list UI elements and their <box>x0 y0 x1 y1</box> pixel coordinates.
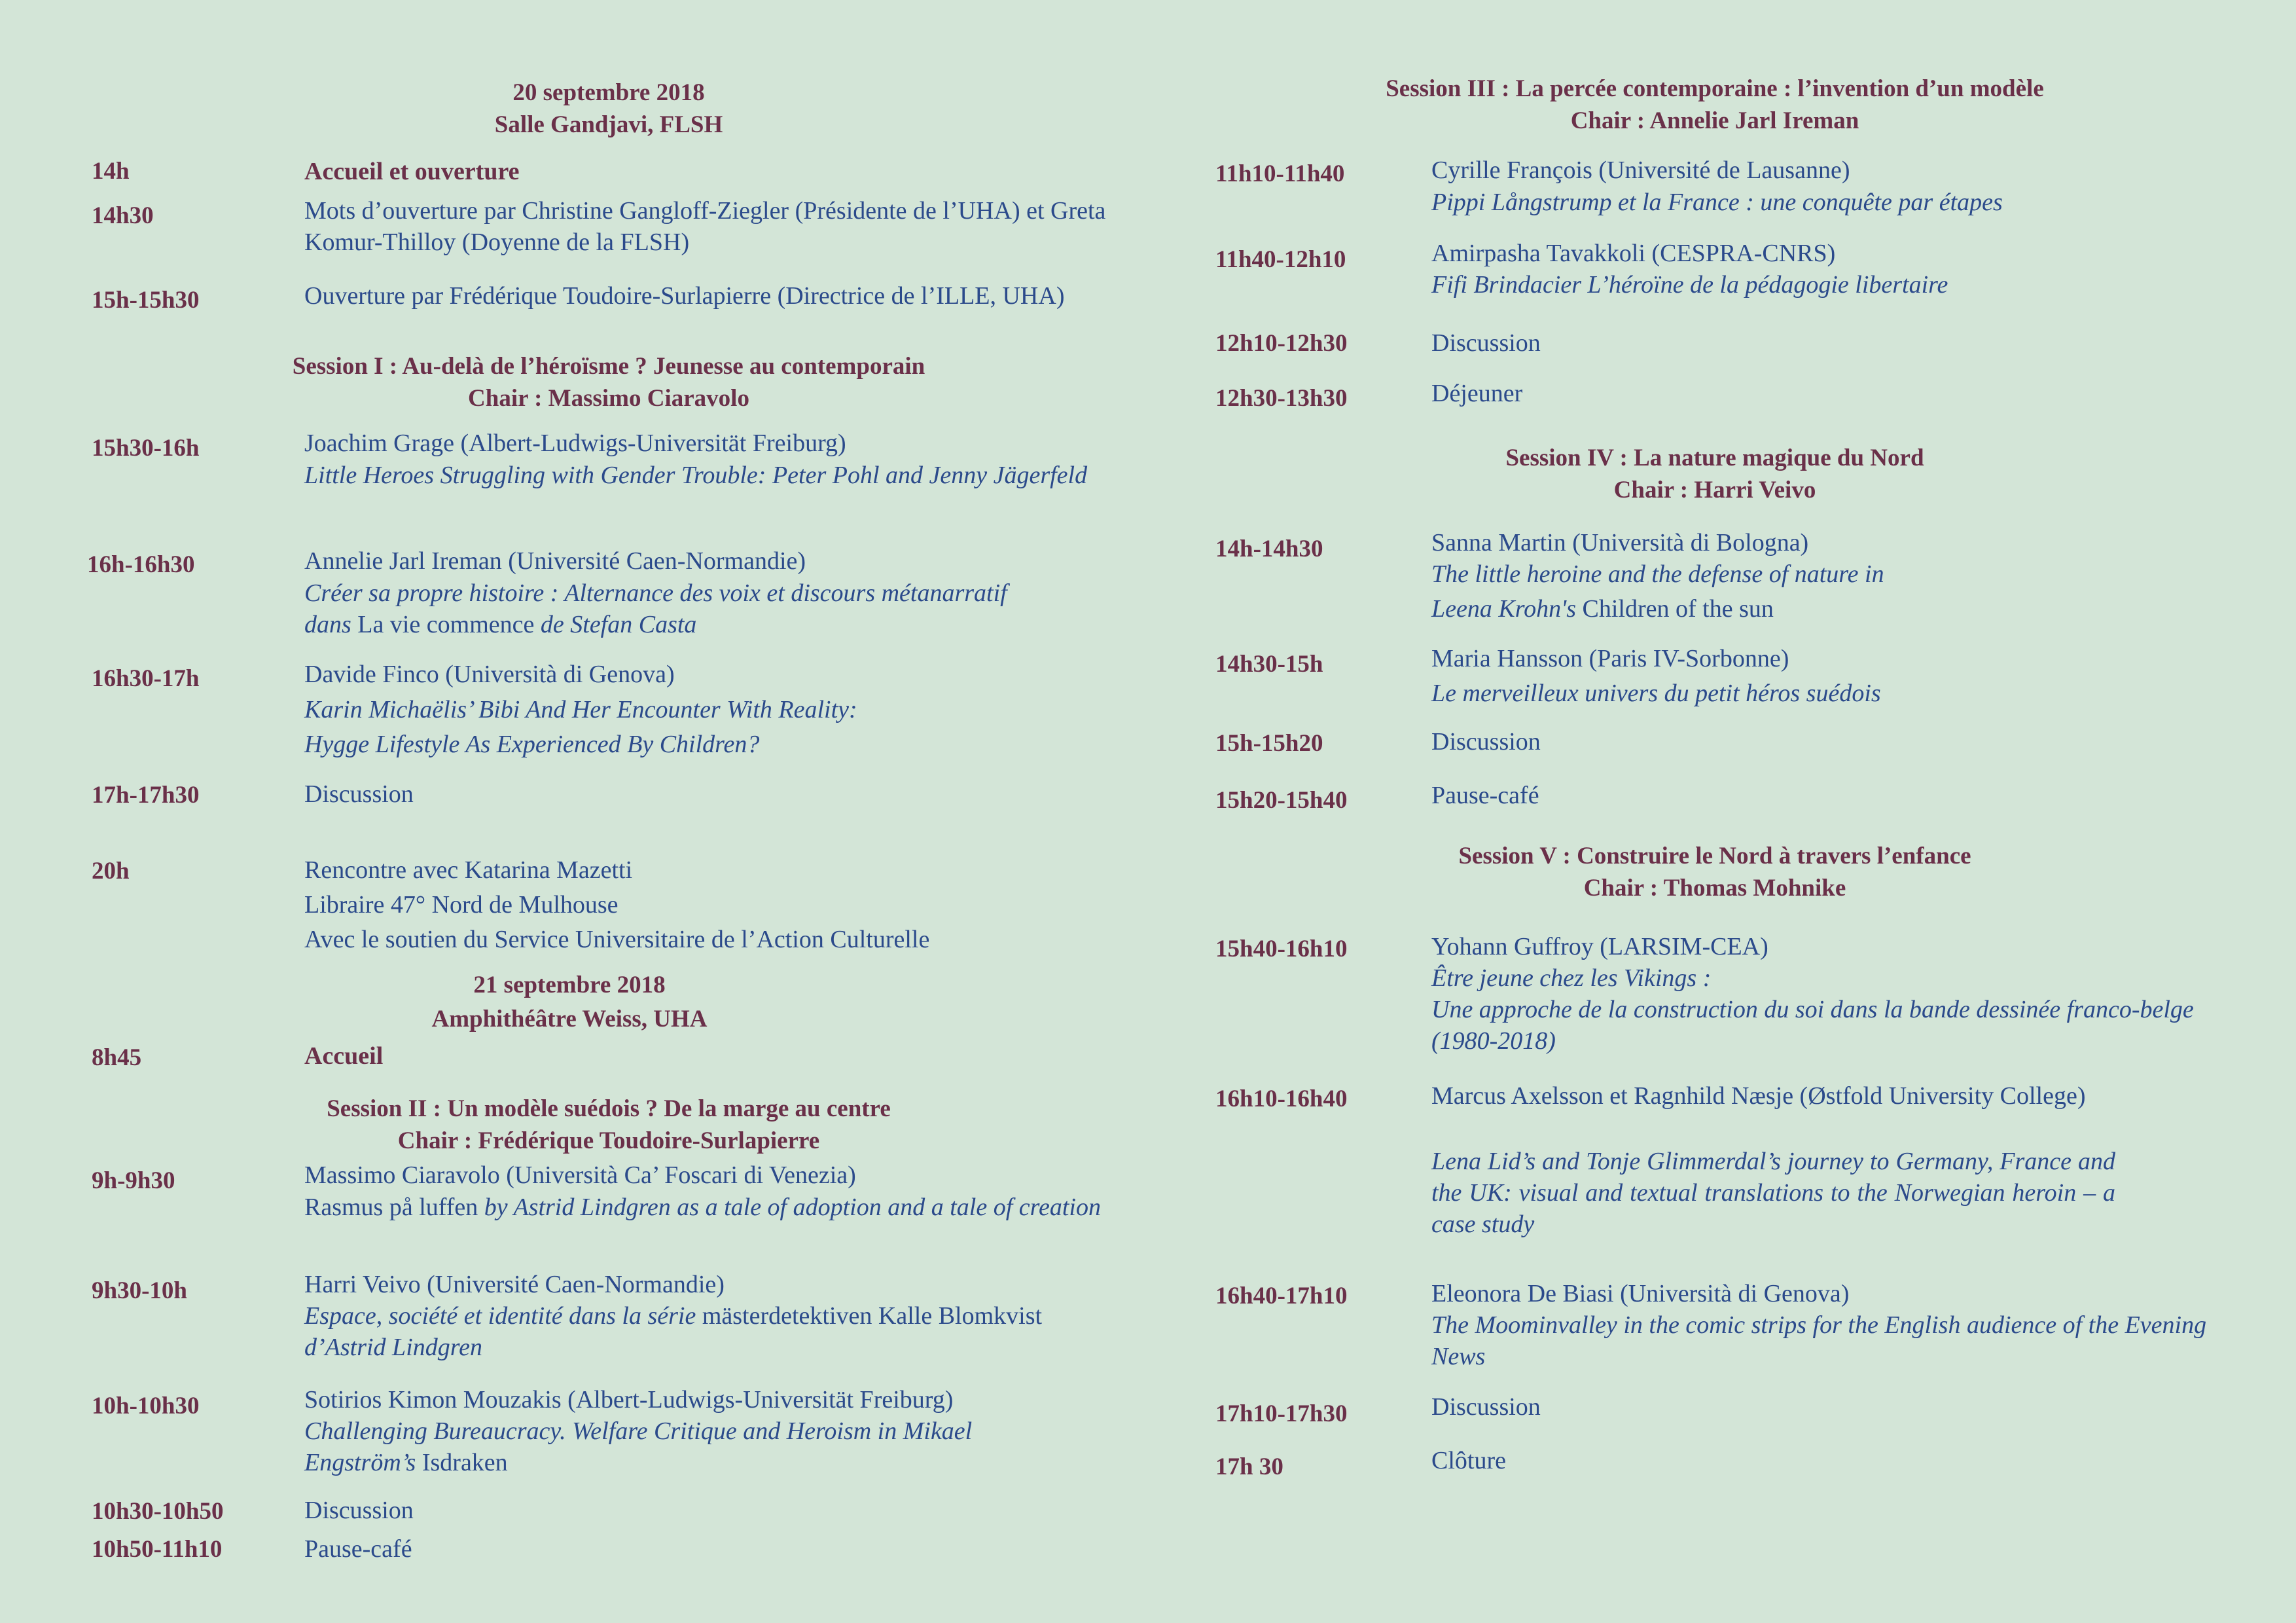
talk-veivo-line2: d’Astrid Lindgren <box>304 1334 482 1361</box>
session5-chair: Chair : Thomas Mohnike <box>1583 875 1846 902</box>
session3-title: Session III : La percée contemporaine : l’invention d’un modèle <box>1386 75 2044 102</box>
talk-mouzakis <box>304 1415 1057 1478</box>
speaker-axelsson-naesje: Marcus Axelsson et Ragnhild Næsje (Østfold University College) <box>1431 1082 2086 1110</box>
talk-jarl-ireman-line1: Créer sa propre histoire : Alternance des voix et discours métanarratif <box>304 579 1007 607</box>
discussion-s5: Discussion <box>1431 1393 1541 1421</box>
discussion-s1: Discussion <box>304 780 414 808</box>
time-17h10-17h30: 17h10-17h30 <box>1215 1400 1348 1427</box>
talk-tavakkoli: Fifi Brindacier L’héroïne de la pédagogie libertaire <box>1431 271 1948 299</box>
book-title: La vie commence <box>351 611 541 638</box>
evening-line3: Avec le soutien du Service Universitaire de l’Action Culturelle <box>304 926 930 953</box>
speaker-francois: Cyrille François (Université de Lausanne) <box>1431 156 1850 184</box>
speaker-jarl-ireman: Annelie Jarl Ireman (Université Caen-Normandie) <box>304 547 806 575</box>
time-16h-16h30: 16h-16h30 <box>87 551 195 578</box>
talk-part: de Stefan Casta <box>540 611 697 638</box>
discussion-s4: Discussion <box>1431 728 1541 756</box>
speaker-veivo: Harri Veivo (Université Caen-Normandie) <box>304 1271 725 1298</box>
book-title: Children of the sun <box>1576 595 1774 623</box>
time-15h30-16h: 15h30-16h <box>92 435 200 462</box>
time-16h40-17h10: 16h40-17h10 <box>1215 1283 1348 1309</box>
talk-finco-line2: Hygge Lifestyle As Experienced By Children? <box>304 731 760 758</box>
time-16h10-16h40: 16h10-16h40 <box>1215 1085 1348 1112</box>
time-8h45: 8h45 <box>92 1044 142 1071</box>
talk-part: by Astrid Lindgren as a tale of adoption and a tale of creation <box>478 1194 1101 1221</box>
talk-guffroy-line2: Une approche de la construction du soi dans la bande dessinée franco-belge (1980-2018) <box>1431 996 2194 1055</box>
talk-part: Leena Krohn's <box>1431 595 1577 623</box>
time-10h50-11h10: 10h50-11h10 <box>92 1536 223 1563</box>
session1-title: Session I : Au-delà de l’héroïsme ? Jeunesse au contemporain <box>292 353 925 380</box>
day2-date: 21 septembre 2018 <box>473 972 666 998</box>
welcome-day2: Accueil <box>304 1042 384 1070</box>
book-title: Rasmus på luffen <box>304 1194 478 1221</box>
session3-chair: Chair : Annelie Jarl Ireman <box>1570 107 1859 134</box>
time-10h30-10h50: 10h30-10h50 <box>92 1498 224 1525</box>
time-20h: 20h <box>92 858 130 884</box>
talk-de-biasi: The Moominvalley in the comic strips for the English audience of the Evening News <box>1431 1311 2207 1370</box>
time-10h-10h30: 10h-10h30 <box>92 1393 200 1419</box>
time-15h-15h20: 15h-15h20 <box>1215 730 1323 757</box>
speaker-martin: Sanna Martin (Università di Bologna) <box>1431 529 1809 556</box>
session1-chair: Chair : Massimo Ciaravolo <box>468 385 749 412</box>
speaker-grage: Joachim Grage (Albert-Ludwigs-Universität Freiburg) <box>304 429 846 457</box>
time-17h30: 17h 30 <box>1215 1453 1283 1480</box>
talk-part: dans <box>304 611 351 638</box>
time-12h30-13h30: 12h30-13h30 <box>1215 385 1348 412</box>
day1-date: 20 septembre 2018 <box>512 79 705 106</box>
speaker-mouzakis: Sotirios Kimon Mouzakis (Albert-Ludwigs-Universität Freiburg) <box>304 1386 954 1413</box>
evening-line1: Rencontre avec Katarina Mazetti <box>304 856 633 884</box>
session4-chair: Chair : Harri Veivo <box>1613 477 1816 503</box>
coffee-break-s4: Pause-café <box>1431 782 1539 809</box>
book-title: mästerdetektiven Kalle Blomkvist <box>696 1302 1043 1330</box>
coffee-break-s2: Pause-café <box>304 1535 412 1563</box>
discussion-s3: Discussion <box>1431 329 1541 357</box>
speaker-ciaravolo: Massimo Ciaravolo (Università Ca’ Foscari di Venezia) <box>304 1161 856 1189</box>
time-9h-9h30: 9h-9h30 <box>92 1167 175 1194</box>
discussion-s2: Discussion <box>304 1497 414 1524</box>
talk-guffroy-line1: Être jeune chez les Vikings : <box>1431 964 1712 992</box>
speaker-tavakkoli: Amirpasha Tavakkoli (CESPRA-CNRS) <box>1431 240 1836 267</box>
speaker-hansson: Maria Hansson (Paris IV-Sorbonne) <box>1431 645 1789 672</box>
lunch: Déjeuner <box>1431 380 1523 407</box>
talk-jarl-ireman-line2 <box>304 609 696 640</box>
talk-grage: Little Heroes Struggling with Gender Trouble: Peter Pohl and Jenny Jägerfeld <box>304 462 1088 489</box>
evening-line2: Libraire 47° Nord de Mulhouse <box>304 891 619 919</box>
session2-title: Session II : Un modèle suédois ? De la marge au centre <box>327 1095 891 1122</box>
time-14h30-15h: 14h30-15h <box>1215 651 1323 678</box>
time-12h10-12h30: 12h10-12h30 <box>1215 330 1348 357</box>
session2-chair: Chair : Frédérique Toudoire-Surlapierre <box>397 1127 820 1154</box>
talk-finco-line1: Karin Michaëlis’ Bibi And Her Encounter With Reality: <box>304 696 857 723</box>
time-11h10-11h40: 11h10-11h40 <box>1215 160 1345 187</box>
closing: Clôture <box>1431 1447 1506 1474</box>
day2-venue: Amphithéâtre Weiss, UHA <box>431 1006 708 1032</box>
time-14h-14h30: 14h-14h30 <box>1215 536 1323 562</box>
talk-part: Challenging Bureaucracy. Welfare Critique and Heroism in Mikael Engström’s <box>304 1417 973 1476</box>
day1-venue: Salle Gandjavi, FLSH <box>494 111 723 138</box>
talk-francois: Pippi Långstrump et la France : une conquête par étapes <box>1431 189 2003 216</box>
time-16h30-17h: 16h30-17h <box>92 665 200 692</box>
opening-illle: Ouverture par Frédérique Toudoire-Surlapierre (Directrice de l’ILLE, UHA) <box>304 282 1065 310</box>
talk-ciaravolo <box>304 1192 1132 1223</box>
session5-title: Session V : Construire le Nord à travers l’enfance <box>1458 843 1971 869</box>
talk-part: Espace, société et identité dans la série <box>304 1302 696 1330</box>
time-17h-17h30: 17h-17h30 <box>92 782 200 809</box>
session4-title: Session IV : La nature magique du Nord <box>1505 445 1924 471</box>
time-15h20-15h40: 15h20-15h40 <box>1215 787 1348 814</box>
welcome-opening: Accueil et ouverture <box>304 158 520 185</box>
talk-hansson: Le merveilleux univers du petit héros suédois <box>1431 680 1881 707</box>
speaker-de-biasi: Eleonora De Biasi (Università di Genova) <box>1431 1280 1850 1307</box>
time-11h40-12h10: 11h40-12h10 <box>1215 246 1346 273</box>
time-15h40-16h10: 15h40-16h10 <box>1215 936 1348 962</box>
time-14h: 14h <box>92 158 130 185</box>
talk-veivo-line1 <box>304 1300 1042 1332</box>
book-title: Isdraken <box>416 1449 508 1476</box>
opening-words: Mots d’ouverture par Christine Gangloff-Ziegler (Présidente de l’UHA) et Greta Komur-Thilloy (Doyenne de la FLSH) <box>304 197 1106 256</box>
speaker-guffroy: Yohann Guffroy (LARSIM-CEA) <box>1431 933 1768 960</box>
time-9h30-10h: 9h30-10h <box>92 1277 187 1304</box>
time-14h30: 14h30 <box>92 202 154 229</box>
talk-martin-line2 <box>1431 593 1774 625</box>
time-15h-15h30: 15h-15h30 <box>92 287 200 314</box>
talk-axelsson-naesje: Lena Lid’s and Tonje Glimmerdal’s journey to Germany, France and the UK: visual and textual translations to the Norwegian heroin – a case study <box>1431 1148 2115 1238</box>
speaker-finco: Davide Finco (Università di Genova) <box>304 661 675 688</box>
talk-martin-line1: The little heroine and the defense of nature in <box>1431 560 1884 588</box>
